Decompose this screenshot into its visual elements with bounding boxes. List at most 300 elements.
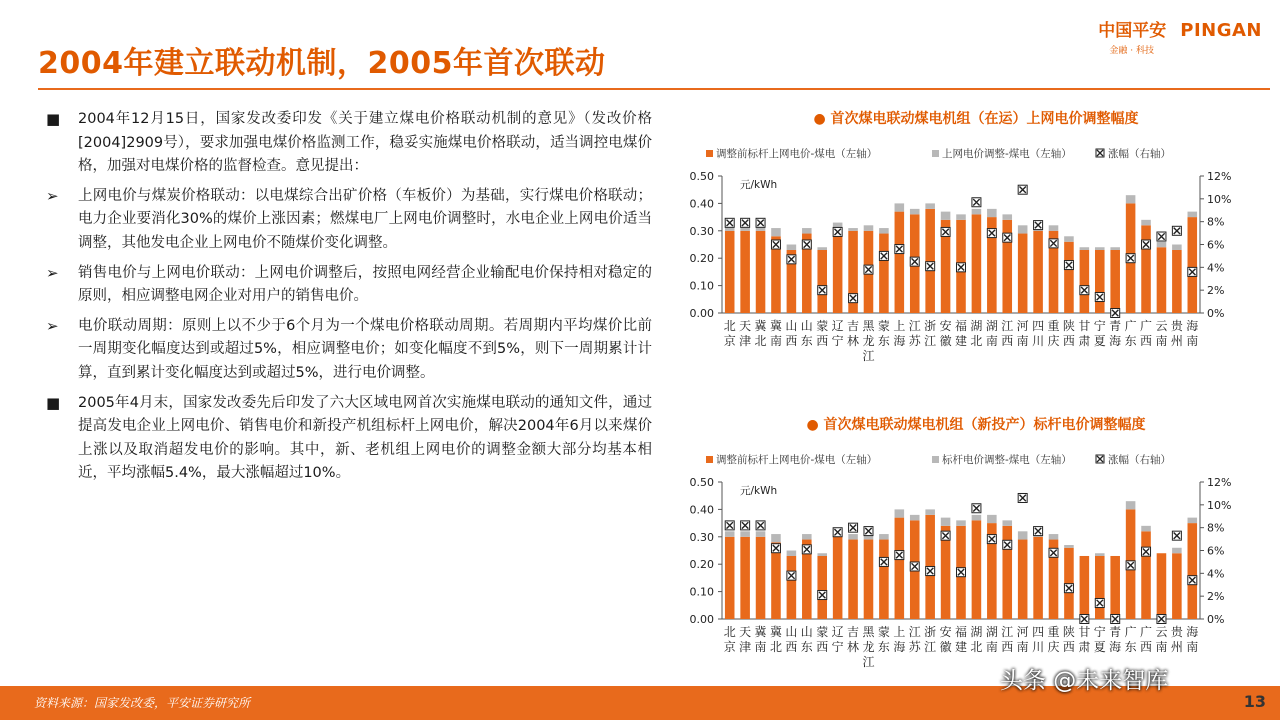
bar-price-adjustment [987, 515, 997, 523]
bar-price-adjustment [956, 214, 966, 219]
marker-pct-increase [1188, 576, 1197, 585]
bar-price-adjustment [910, 209, 920, 214]
x-category-label [1032, 319, 1044, 348]
bar-base-price [1157, 553, 1167, 619]
x-category-char: 重 [1047, 319, 1060, 333]
legend-label-base: 调整前标杆上网电价-煤电（左轴） [716, 148, 878, 160]
marker-pct-increase [895, 245, 904, 254]
bar-base-price [1188, 217, 1198, 313]
marker-pct-increase [741, 521, 750, 530]
marker-pct-increase [1111, 615, 1120, 624]
bar-base-price [1188, 523, 1198, 619]
marker-pct-increase [756, 521, 765, 530]
bar-price-adjustment [1126, 501, 1136, 509]
bar-base-price [1157, 247, 1167, 313]
marker-pct-increase [1049, 548, 1058, 557]
x-category-label [1171, 624, 1184, 654]
x-category-char: 山 [800, 625, 813, 639]
marker-pct-increase [818, 286, 827, 295]
bar-base-price [817, 556, 827, 619]
x-category-label [1140, 624, 1152, 654]
bar-base-price [725, 231, 735, 313]
x-category-char: 苏 [908, 640, 921, 654]
paragraph [46, 315, 652, 386]
bar-price-adjustment [956, 520, 966, 525]
x-category-char: 甘 [1078, 625, 1091, 639]
title-divider [38, 88, 1270, 90]
marker-pct-increase [818, 591, 827, 600]
marker-pct-increase [1018, 185, 1027, 194]
bar-price-adjustment [1188, 518, 1198, 523]
x-category-char: 冀 [754, 625, 767, 639]
bar-price-adjustment [1157, 242, 1167, 247]
x-category-char: 北 [970, 334, 983, 348]
bar-base-price [972, 214, 982, 313]
text-column [46, 108, 652, 492]
x-category-label [986, 318, 998, 348]
x-category-char: 青 [1109, 319, 1122, 333]
x-category-char: 东 [877, 334, 890, 348]
x-category-char: 青 [1109, 625, 1122, 639]
x-category-char: 湖 [970, 625, 983, 639]
paragraph-text: 上网电价与煤炭价格联动：以电煤综合出矿价格（车板价）为基础，实行煤电价格联动；电力企业要消化30%的煤价上涨因素；燃煤电厂上网电价调整时，水电企业上网电价适当调整，其他发电企业上网电价不随煤价变化调整。 [78, 187, 652, 251]
x-category-char: 吉 [847, 319, 860, 333]
marker-pct-increase [1126, 561, 1135, 570]
x-category-label [893, 624, 905, 654]
watermark: 头条 @未来智库 [1000, 668, 1169, 694]
marker-pct-increase [787, 255, 796, 264]
x-category-char: 京 [723, 640, 736, 654]
x-category-char: 南 [1016, 640, 1029, 654]
y-right-tick-label: 10% [1207, 192, 1232, 206]
bar-price-adjustment [910, 515, 920, 520]
bar-price-adjustment [1018, 531, 1028, 539]
chart-title-existing: ● 首次煤电联动煤电机组（在运）上网电价调整幅度 [813, 111, 1139, 127]
x-category-label [801, 625, 813, 654]
x-category-label [1125, 624, 1137, 654]
bar-base-price [817, 250, 827, 313]
marker-pct-increase [910, 562, 919, 571]
legend-label-pct: 涨幅（右轴） [1108, 454, 1171, 466]
x-category-label [986, 624, 998, 654]
y-left-tick-label: 0.00 [689, 613, 714, 626]
logo-sub: 金融 · 科技 [1109, 46, 1154, 56]
marker-pct-increase [725, 521, 734, 530]
bar-price-adjustment [1064, 236, 1074, 241]
marker-pct-increase [1188, 267, 1197, 276]
bar-base-price [1064, 242, 1074, 313]
x-category-label [970, 318, 982, 348]
x-category-label [909, 319, 922, 348]
y-right-tick-label: 4% [1207, 261, 1225, 275]
x-category-char: 西 [1001, 334, 1014, 348]
bar-base-price [1080, 250, 1090, 313]
x-category-char: 云 [1155, 319, 1168, 333]
x-category-label [862, 625, 875, 669]
x-category-char: 冀 [769, 625, 782, 639]
bar-price-adjustment [725, 531, 735, 536]
x-category-char: 山 [785, 625, 798, 639]
x-category-char: 陕 [1062, 319, 1075, 333]
bar-base-price [833, 228, 843, 313]
marker-pct-increase [1111, 309, 1120, 318]
x-category-label [724, 625, 736, 654]
page-number: 13 [1243, 692, 1266, 711]
x-category-char: 西 [1001, 640, 1014, 654]
bar-price-adjustment [941, 212, 951, 220]
x-category-char: 龙 [862, 640, 875, 654]
bar-price-adjustment [1141, 526, 1151, 531]
bar-price-adjustment [987, 209, 997, 217]
x-category-char: 肃 [1078, 334, 1091, 348]
x-category-char: 西 [816, 334, 829, 348]
x-category-char: 京 [723, 334, 736, 348]
marker-pct-increase [1003, 233, 1012, 242]
bar-price-adjustment [925, 203, 935, 208]
x-category-label [924, 318, 936, 348]
marker-pct-increase [972, 504, 981, 513]
x-category-label [970, 624, 982, 654]
x-category-char: 东 [800, 334, 813, 348]
x-category-char: 北 [754, 334, 767, 348]
x-category-label [1109, 624, 1121, 654]
x-category-char: 林 [847, 334, 860, 348]
marker-pct-increase [833, 227, 842, 236]
y-left-tick-label: 0.30 [689, 530, 714, 544]
legend-swatch-adjustment [932, 456, 939, 463]
x-category-char: 北 [723, 625, 736, 639]
x-category-char: 蒙 [877, 625, 890, 639]
x-category-label [955, 625, 967, 654]
legend-label-base: 调整前标杆上网电价-煤电（左轴） [716, 454, 878, 466]
marker-pct-increase [1034, 221, 1043, 230]
x-category-char: 建 [954, 640, 968, 654]
unit-label: 元/kWh [740, 179, 778, 191]
paragraph-text: 电价联动周期：原则上以不少于6个月为一个煤电价格联动周期。若周期内平均煤价比前一周期变化幅度达到或超过5%，相应调整电价；如变化幅度不到5%，则下一周期累计计算，直到累计变化幅度达到或超过5%，进行电价调整。 [78, 317, 652, 381]
x-category-char: 广 [1140, 319, 1153, 333]
y-left-tick-label: 0.50 [689, 476, 714, 489]
bar-price-adjustment [1002, 520, 1012, 525]
x-category-char: 广 [1124, 625, 1137, 639]
x-category-char: 南 [1155, 640, 1168, 654]
marker-pct-increase [1095, 599, 1104, 608]
bar-base-price [725, 537, 735, 619]
x-category-char: 天 [739, 625, 752, 639]
y-right-tick-label: 6% [1207, 544, 1225, 558]
bar-price-adjustment [1141, 220, 1151, 225]
x-category-label [862, 319, 875, 363]
bar-base-price [1172, 250, 1182, 313]
x-category-char: 重 [1047, 625, 1060, 639]
x-category-char: 林 [847, 640, 860, 654]
marker-pct-increase [926, 262, 935, 271]
y-right-tick-label: 12% [1207, 476, 1232, 489]
x-category-char: 庆 [1047, 640, 1060, 654]
x-category-char: 东 [877, 640, 890, 654]
marker-pct-increase [1080, 286, 1089, 295]
bar-price-adjustment [787, 551, 797, 556]
bar-base-price [895, 518, 905, 619]
marker-pct-increase [1064, 584, 1073, 593]
x-category-char: 广 [1140, 625, 1153, 639]
x-category-char: 河 [1016, 319, 1029, 333]
bar-price-adjustment [1049, 534, 1059, 539]
legend-label-adjustment: 上网电价调整-煤电（左轴） [942, 148, 1072, 160]
pingan-logo [1098, 16, 1262, 56]
marker-pct-increase [849, 294, 858, 303]
x-category-char: 西 [816, 640, 829, 654]
x-category-char: 宁 [831, 334, 844, 348]
bar-price-adjustment [1080, 247, 1090, 250]
x-category-label [801, 319, 813, 348]
arrow-bullet-icon: ➢ [46, 263, 59, 282]
x-category-char: 辽 [831, 319, 844, 333]
marker-pct-increase [802, 240, 811, 249]
source-note: 资料来源：国家发改委，平安证券研究所 [34, 696, 251, 710]
marker-pct-increase [725, 218, 734, 227]
y-left-tick-label: 0.30 [689, 224, 714, 238]
bar-price-adjustment [1095, 247, 1105, 250]
marker-pct-increase [879, 251, 888, 260]
x-category-char: 南 [754, 640, 767, 654]
x-category-char: 宁 [1093, 625, 1106, 639]
paragraph [46, 185, 652, 256]
x-category-char: 上 [893, 625, 906, 639]
bar-price-adjustment [771, 534, 781, 542]
x-category-label [1078, 318, 1090, 348]
bar-price-adjustment [1095, 553, 1105, 556]
bar-base-price [1141, 531, 1151, 619]
bar-price-adjustment [848, 534, 858, 539]
x-category-char: 云 [1155, 625, 1168, 639]
marker-pct-increase [987, 535, 996, 544]
x-category-char: 蒙 [877, 319, 890, 333]
x-category-char: 冀 [754, 319, 767, 333]
marker-pct-increase [1080, 615, 1089, 624]
bar-price-adjustment [879, 534, 889, 539]
x-category-char: 四 [1032, 625, 1045, 639]
x-category-char: 川 [1032, 334, 1045, 348]
x-category-label [909, 625, 922, 654]
y-right-tick-label: 8% [1207, 521, 1225, 535]
x-category-char: 南 [769, 334, 782, 348]
x-category-label [1140, 318, 1152, 348]
x-category-char: 建 [954, 334, 968, 348]
bar-base-price [1095, 556, 1105, 619]
x-category-label [878, 624, 890, 654]
x-category-char: 海 [1186, 319, 1199, 333]
x-category-char: 海 [1109, 334, 1122, 348]
y-right-tick-label: 12% [1207, 170, 1232, 183]
bar-base-price [879, 540, 889, 619]
marker-pct-increase [849, 523, 858, 532]
x-category-char: 东 [1124, 640, 1137, 654]
y-right-tick-label: 0% [1207, 613, 1225, 626]
x-category-char: 冀 [769, 319, 782, 333]
x-category-char: 甘 [1078, 319, 1091, 333]
x-category-label [1094, 625, 1106, 654]
x-category-char: 黑 [862, 625, 875, 639]
x-category-char: 州 [1170, 334, 1183, 348]
paragraph-text: 销售电价与上网电价联动：上网电价调整后，按照电网经营企业输配电价保持相对稳定的原则，相应调整电网企业对用户的销售电价。 [78, 264, 652, 305]
x-category-char: 安 [939, 319, 952, 333]
bar-price-adjustment [1172, 548, 1182, 553]
x-category-char: 苏 [908, 334, 921, 348]
marker-pct-increase [941, 227, 950, 236]
marker-pct-increase [864, 527, 873, 536]
x-category-char: 东 [1124, 334, 1137, 348]
marker-pct-increase [1142, 240, 1151, 249]
chart-existing-units [660, 138, 1232, 363]
x-category-char: 吉 [847, 625, 860, 639]
bar-price-adjustment [895, 509, 905, 517]
x-category-char: 湖 [985, 319, 998, 333]
marker-pct-increase [926, 567, 935, 576]
x-category-char: 江 [908, 625, 921, 639]
x-category-label [847, 624, 859, 654]
x-category-label [893, 318, 905, 348]
x-category-char: 海 [893, 334, 906, 348]
x-category-char: 东 [800, 640, 813, 654]
y-right-tick-label: 4% [1207, 567, 1225, 581]
bar-base-price [756, 537, 766, 619]
marker-pct-increase [1018, 493, 1027, 502]
x-category-label [785, 319, 797, 348]
x-category-label [1171, 318, 1184, 348]
x-category-label [940, 318, 952, 348]
marker-pct-increase [864, 265, 873, 274]
marker-pct-increase [741, 218, 750, 227]
bar-base-price [1110, 250, 1120, 313]
x-category-char: 津 [739, 334, 752, 348]
legend-label-pct: 涨幅（右轴） [1108, 148, 1171, 160]
chart-title-new: ● 首次煤电联动煤电机组（新投产）标杆电价调整幅度 [806, 417, 1146, 433]
marker-pct-increase [1172, 226, 1181, 235]
marker-pct-increase [957, 263, 966, 272]
bar-base-price [879, 234, 889, 313]
bar-base-price [848, 540, 858, 619]
bar-base-price [740, 537, 750, 619]
page-title: 2004年建立联动机制，2005年首次联动 [38, 46, 606, 81]
bar-price-adjustment [1110, 247, 1120, 250]
x-category-char: 陕 [1062, 625, 1075, 639]
x-category-char: 肃 [1078, 640, 1091, 654]
y-right-tick-label: 2% [1207, 284, 1225, 298]
x-category-char: 庆 [1047, 334, 1060, 348]
x-category-char: 安 [939, 625, 952, 639]
x-category-char: 北 [970, 640, 983, 654]
x-category-char: 江 [862, 349, 875, 363]
x-category-label [1032, 625, 1044, 654]
marker-pct-increase [1064, 261, 1073, 270]
marker-pct-increase [1157, 232, 1166, 241]
bar-price-adjustment [848, 228, 858, 231]
legend-swatch-adjustment [932, 150, 939, 157]
square-bullet-icon: ■ [46, 110, 61, 128]
x-category-char: 西 [1062, 334, 1075, 348]
legend-label-adjustment: 标杆电价调整-煤电（左轴） [942, 454, 1072, 466]
bar-base-price [972, 520, 982, 619]
x-category-char: 贵 [1170, 625, 1183, 639]
marker-pct-increase [941, 531, 950, 540]
paragraph-text: 2004年12月15日，国家发改委印发《关于建立煤电价格联动机制的意见》（发改价格[2004]2909号），要求加强电煤价格监测工作，稳妥实施煤电价格联动，适当调控电煤价格，加强对电煤价格的监督检查。意见提出： [78, 111, 652, 175]
paragraph [46, 108, 652, 179]
x-category-label [940, 624, 952, 654]
marker-pct-increase [1049, 239, 1058, 248]
x-category-label [755, 318, 768, 348]
marker-pct-increase [1095, 293, 1104, 302]
marker-pct-increase [1003, 540, 1012, 549]
x-category-char: 海 [893, 640, 906, 654]
x-category-label [1017, 319, 1029, 348]
chart-new-units [660, 444, 1232, 676]
y-left-tick-label: 0.00 [689, 307, 714, 320]
arrow-bullet-icon: ➢ [46, 316, 59, 335]
bar-price-adjustment [925, 509, 935, 514]
x-category-label [739, 319, 751, 348]
bar-price-adjustment [864, 225, 874, 230]
bar-price-adjustment [1064, 545, 1074, 548]
x-category-label [1094, 319, 1106, 348]
y-right-tick-label: 6% [1207, 238, 1225, 252]
x-category-char: 西 [1140, 334, 1153, 348]
square-bullet-icon: ■ [46, 393, 61, 412]
bar-price-adjustment [941, 518, 951, 526]
x-category-char: 福 [954, 319, 968, 333]
bar-base-price [1018, 234, 1028, 313]
x-category-label [1186, 625, 1198, 654]
x-category-char: 江 [862, 655, 875, 669]
x-category-char: 西 [1140, 640, 1153, 654]
bar-base-price [1172, 553, 1182, 619]
bar-base-price [1110, 556, 1120, 619]
marker-pct-increase [802, 545, 811, 554]
x-category-char: 江 [924, 640, 937, 654]
x-category-label [1155, 319, 1167, 348]
bar-price-adjustment [1002, 214, 1012, 219]
x-category-label [770, 318, 783, 348]
x-category-label [1109, 318, 1121, 348]
x-category-char: 江 [1001, 625, 1014, 639]
x-category-char: 南 [985, 640, 998, 654]
x-category-char: 南 [1155, 334, 1168, 348]
marker-pct-increase [972, 198, 981, 207]
x-category-char: 天 [739, 319, 752, 333]
unit-label: 元/kWh [740, 485, 778, 497]
bar-price-adjustment [817, 247, 827, 250]
x-category-label [924, 624, 936, 654]
x-category-char: 浙 [924, 319, 937, 333]
bar-base-price [833, 534, 843, 619]
bar-base-price [787, 556, 797, 619]
x-category-char: 徽 [939, 334, 952, 348]
marker-pct-increase [833, 528, 842, 537]
bar-price-adjustment [1188, 212, 1198, 217]
bar-base-price [1080, 556, 1090, 619]
x-category-char: 北 [769, 640, 782, 654]
y-left-tick-label: 0.40 [689, 197, 714, 211]
logo-en: PINGAN [1180, 20, 1262, 41]
x-category-char: 山 [800, 319, 813, 333]
bar-price-adjustment [895, 203, 905, 211]
bar-base-price [756, 231, 766, 313]
y-left-tick-label: 0.50 [689, 170, 714, 183]
x-category-char: 西 [785, 334, 798, 348]
bar-price-adjustment [1126, 195, 1136, 203]
marker-pct-increase [957, 568, 966, 577]
x-category-char: 北 [723, 319, 736, 333]
bar-price-adjustment [879, 228, 889, 233]
